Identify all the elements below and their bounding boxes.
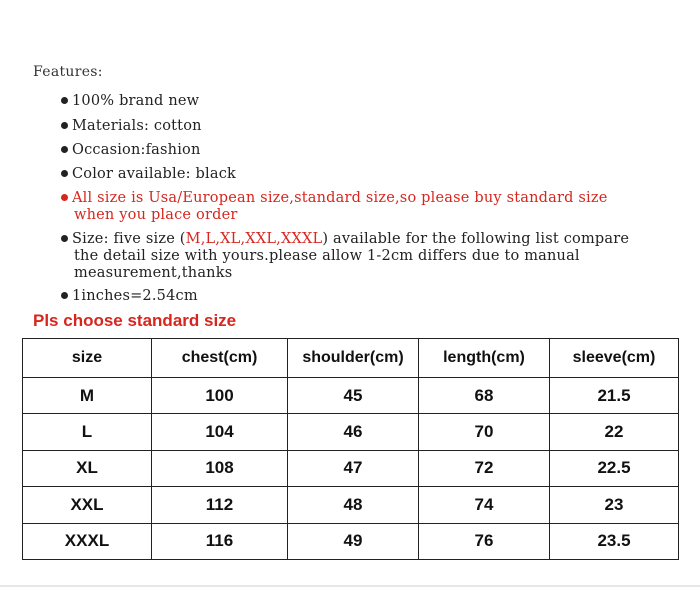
table-cell: 46: [288, 414, 419, 450]
feature-text-line3: measurement,thanks: [74, 265, 233, 281]
feature-text: Color available: black: [72, 166, 236, 182]
table-cell: 100: [152, 378, 288, 414]
feature-item-inch-conversion: [61, 288, 198, 305]
table-cell: XXXL: [23, 523, 152, 559]
feature-text: Materials: cotton: [72, 118, 202, 134]
table-cell: 49: [288, 523, 419, 559]
feature-text-line1: All size is Usa/European size,standard size,so please buy standard size: [72, 190, 608, 206]
table-cell: 74: [419, 487, 550, 523]
table-cell: 72: [419, 450, 550, 486]
feature-text-line2: when you place order: [74, 207, 238, 223]
table-cell: 116: [152, 523, 288, 559]
table-cell: 23: [550, 487, 679, 523]
table-cell: 22: [550, 414, 679, 450]
size-chart-table: [22, 338, 679, 560]
table-cell: 112: [152, 487, 288, 523]
feature-text-suffix: ) available for the following list compare: [322, 231, 630, 247]
header-cell-size: size: [23, 339, 152, 378]
feature-text-line2: the detail size with yours.please allow 1-2cm differs due to manual: [74, 248, 580, 264]
header-cell-shoulder: shoulder(cm): [288, 339, 419, 378]
table-row: [23, 450, 679, 486]
table-cell: 47: [288, 450, 419, 486]
bullet-dot-icon: [61, 122, 68, 129]
table-cell: 68: [419, 378, 550, 414]
bottom-divider: [0, 585, 700, 587]
table-cell: XL: [23, 450, 152, 486]
bullet-dot-icon: [61, 97, 68, 104]
feature-text-prefix: Size: five size (: [72, 231, 186, 247]
table-cell: 22.5: [550, 450, 679, 486]
bullet-dot-icon: [61, 146, 68, 153]
table-cell: 23.5: [550, 523, 679, 559]
bullet-dot-icon: [61, 194, 68, 201]
feature-item-size-info: [61, 231, 629, 282]
table-cell: 104: [152, 414, 288, 450]
feature-item-materials: [61, 118, 202, 135]
header-cell-length: length(cm): [419, 339, 550, 378]
size-list-text: M,L,XL,XXL,XXXL: [185, 231, 323, 247]
features-title: Features:: [33, 64, 103, 80]
table-cell: L: [23, 414, 152, 450]
table-heading: Pls choose standard size: [33, 311, 237, 330]
feature-item-brand-new: [61, 93, 199, 110]
bullet-dot-icon: [61, 235, 68, 242]
table-cell: 70: [419, 414, 550, 450]
bullet-dot-icon: [61, 292, 68, 299]
header-cell-chest: chest(cm): [152, 339, 288, 378]
table-cell: M: [23, 378, 152, 414]
table-row: [23, 414, 679, 450]
feature-text: 1inches=2.54cm: [72, 288, 198, 304]
table-cell: 45: [288, 378, 419, 414]
feature-text: Occasion:fashion: [72, 142, 201, 158]
table-header-row: [23, 339, 679, 378]
feature-item-standard-size-notice: [61, 190, 607, 224]
header-cell-sleeve: sleeve(cm): [550, 339, 679, 378]
feature-item-occasion: [61, 142, 201, 159]
table-cell: 76: [419, 523, 550, 559]
table-row: [23, 378, 679, 414]
table-row: [23, 523, 679, 559]
table-cell: 21.5: [550, 378, 679, 414]
table-cell: XXL: [23, 487, 152, 523]
table-cell: 108: [152, 450, 288, 486]
table-cell: 48: [288, 487, 419, 523]
bullet-dot-icon: [61, 170, 68, 177]
feature-text: 100% brand new: [72, 93, 200, 109]
table-row: [23, 487, 679, 523]
feature-item-color: [61, 166, 236, 183]
